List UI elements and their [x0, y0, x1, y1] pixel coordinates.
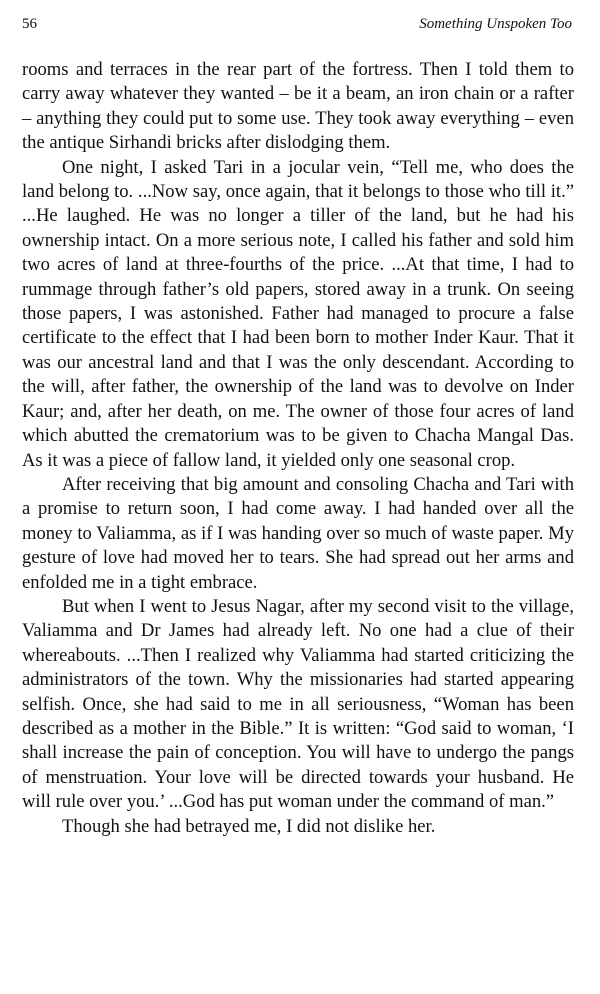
page-header [22, 16, 572, 40]
paragraph: After receiving that big amount and consoling Chacha and Tari with a promise to return soon, I had come away. I had handed over all the money to Valiamma, as if I was handing over so much of waste paper. My gesture of love had moved her to tears. She had spread out her arms and enfolded me in a tight embrace. [22, 473, 574, 593]
paragraph: rooms and terraces in the rear part of the fortress. Then I told them to carry away whatever they wanted – be it a beam, an iron chain or a rafter – anything they could put to some use. They took away everything – even the antique Sirhandi bricks after dislodging them. [22, 59, 574, 154]
paragraph: One night, I asked Tari in a jocular vein, “Tell me, who does the land belong to. ...Now say, once again, that it belongs to those who till it.” ...He laughed. He was no longer a tiller of the land, but he had his ownership intact. On a more serious note, I called his father and sold him two acres of land at three-fourths of the price. ...At that time, I had to rummage through father’s old papers, stored away in a trunk. On seeing those papers, I was astonished. Father had managed to procure a false certificate to the effect that I had been born to mother Inder Kaur. That it was our ancestral land and that I was the only descendant. According to the will, after father, the ownership of the land was to devolve on Inder Kaur; and, after her death, on me. The owner of those four acres of land which abutted the crematorium was to be given to Chacha Mangal Das. As it was a piece of fallow land, it yielded only one seasonal crop. [22, 156, 574, 471]
body-text [22, 58, 574, 839]
running-title: Something Unspoken Too [419, 16, 572, 32]
paragraph: Though she had betrayed me, I did not dislike her. [62, 815, 436, 837]
paragraph: But when I went to Jesus Nagar, after my second visit to the village, Valiamma and Dr James had already left. No one had a clue of their whereabouts. ...Then I realized why Valiamma had started criticizing the administrators of the town. Why the missionaries had started appearing selfish. Once, she had said to me in all seriousness, “Woman has been described as a mother in the Bible.” It is written: “God said to woman, ‘I shall increase the pain of conception. You will have to undergo the pangs of menstruation. Your love will be directed towards your husband. He will rule over you.’ ...God has put woman under the command of man.” [22, 595, 574, 813]
page-number: 56 [22, 16, 37, 32]
